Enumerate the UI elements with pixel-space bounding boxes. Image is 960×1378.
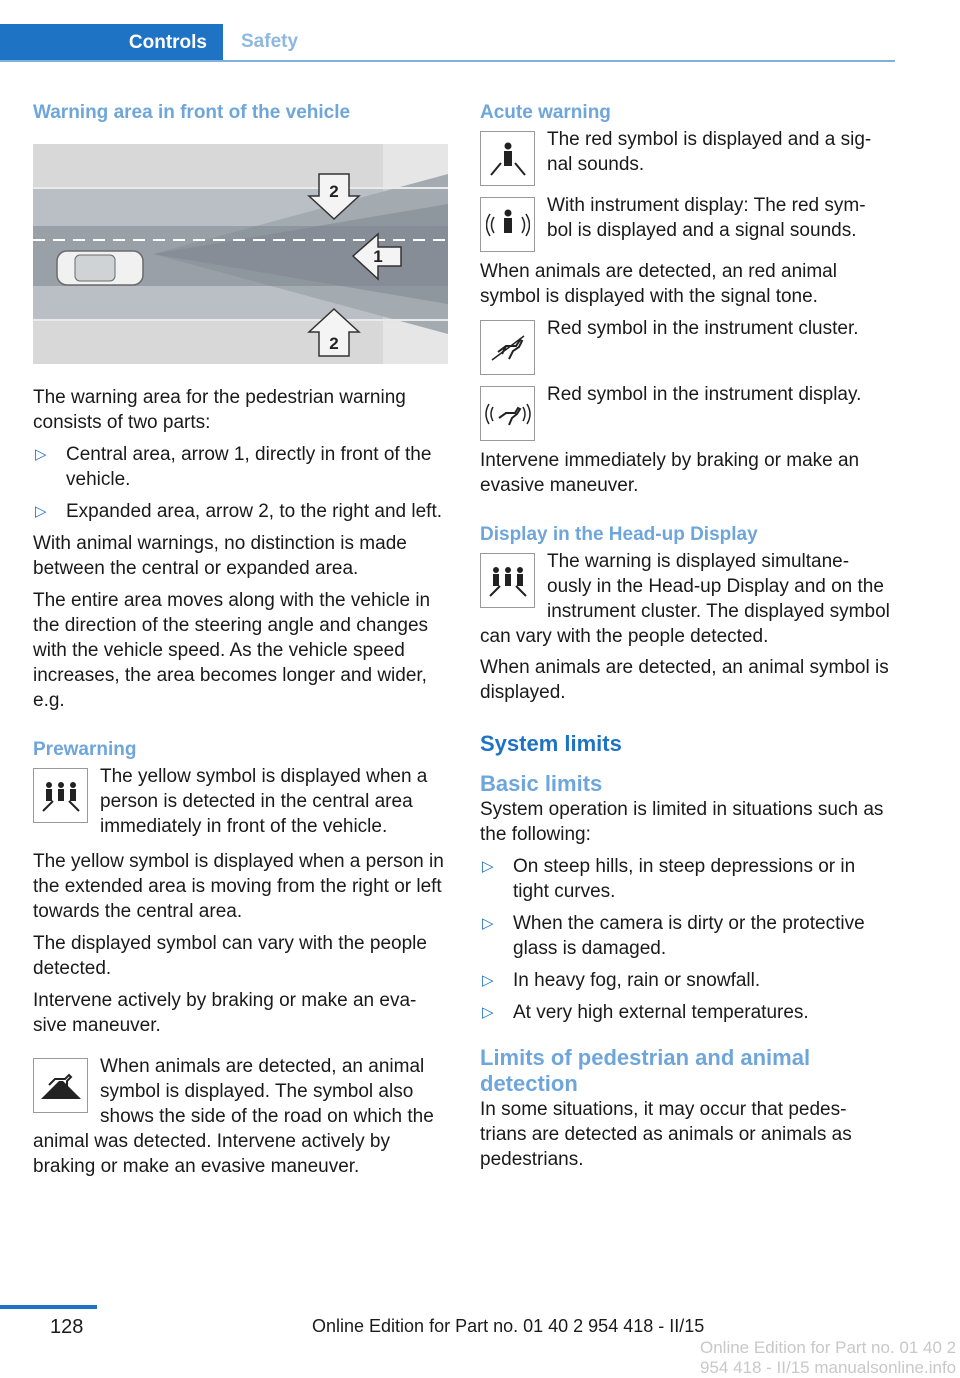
list-item: ▷ When the camera is dirty or the protective glass is damaged. bbox=[482, 913, 865, 959]
prewarning-symbol-row bbox=[33, 764, 448, 839]
triangle-bullet-icon: ▷ bbox=[482, 972, 494, 989]
entire-area-text: The entire area moves along with the vehicle in the direction of the steering angle and changes with the vehicle speed. As the vehicle speed increases, the area becomes longer and wider, e.g. bbox=[33, 590, 431, 711]
list-item: ▷ In heavy fog, rain or snowfall. bbox=[482, 970, 761, 991]
instrument-symbol-row bbox=[480, 193, 890, 249]
cluster-symbol-text: Red symbol in the instrument cluster. bbox=[547, 318, 859, 339]
triangle-bullet-icon: ▷ bbox=[35, 503, 47, 520]
animal-symbol-text: When animals are detected, an animal symbol is displayed. The symbol also shows the side of the road on which the animal was detected. Intervene actively by braking or make an evasive maneuver. bbox=[33, 1056, 434, 1177]
instrument-symbol-text: With instrument display: The red sym‐bol is displayed and a signal sounds. bbox=[547, 195, 866, 241]
cluster-symbol-row bbox=[480, 316, 890, 372]
hud-symbol-text: The warning is displayed simultane‐ously in the Head-up Display and on the instrument cluster. The displayed symbol can vary with the people detected. bbox=[480, 551, 890, 647]
display-symbol-text: Red symbol in the instrument display. bbox=[547, 384, 862, 405]
pedestrian-sound-icon bbox=[480, 197, 535, 252]
hud-symbol-row bbox=[480, 549, 890, 649]
intro-text: The warning area for the pedestrian warning consists of two parts: bbox=[33, 387, 406, 433]
basic-limits-text: System operation is limited in situations such as the following: bbox=[480, 799, 884, 845]
deer-sound-icon bbox=[480, 386, 535, 441]
list-item: ▷ Expanded area, arrow 2, to the right and left. bbox=[35, 501, 443, 522]
warning-area-diagram bbox=[33, 144, 448, 364]
triangle-bullet-icon: ▷ bbox=[482, 915, 494, 932]
list-item: ▷ Central area, arrow 1, directly in front of the vehicle. bbox=[35, 444, 432, 490]
pedestrians-hud-icon bbox=[480, 553, 535, 608]
heading-system-limits: System limits bbox=[480, 731, 622, 756]
intervene-now-text: Intervene immediately by braking or make an evasive maneuver. bbox=[480, 450, 860, 496]
heading-detection-limits: Limits of pedestrian and animal detection bbox=[480, 1045, 811, 1096]
pedestrians-yellow-icon bbox=[33, 768, 88, 823]
acute-symbol-text: The red symbol is displayed and a sig‐nal sounds. bbox=[547, 129, 872, 175]
list-item: ▷ At very high external temperatures. bbox=[482, 1002, 809, 1023]
limits-bullets bbox=[480, 854, 890, 1025]
symbol-vary-text: The displayed symbol can vary with the people detected. bbox=[33, 933, 427, 979]
footer-rule bbox=[0, 1305, 97, 1309]
tab-controls[interactable]: Controls bbox=[0, 24, 223, 62]
heading-basic-limits: Basic limits bbox=[480, 771, 603, 796]
arrow-1-label: 1 bbox=[373, 247, 383, 266]
pedestrian-red-icon bbox=[480, 131, 535, 186]
intervene-actively-text: Intervene actively by braking or make an eva‐sive maneuver. bbox=[33, 990, 417, 1036]
left-column bbox=[33, 100, 448, 1189]
triangle-bullet-icon: ▷ bbox=[35, 446, 47, 463]
animals-red-text: When animals are detected, an red animal symbol is displayed with the signal tone. bbox=[480, 261, 837, 307]
area-bullets bbox=[33, 442, 448, 524]
animal-road-icon bbox=[33, 1058, 88, 1113]
detection-limits-text: In some situations, it may occur that pedes‐trians are detected as animals or animals as pedestrians. bbox=[480, 1099, 852, 1170]
watermark: Online Edition for Part no. 01 40 2 954 418 - II/15 manualsonline.info bbox=[700, 1338, 957, 1377]
edition-text: Online Edition for Part no. 01 40 2 954 418 - II/15 bbox=[312, 1316, 705, 1336]
tab-safety[interactable]: Safety bbox=[241, 31, 299, 52]
right-column bbox=[480, 100, 890, 1179]
animal-distinction-text: With animal warnings, no distinction is made between the central or expanded area. bbox=[33, 533, 407, 579]
display-symbol-row bbox=[480, 382, 890, 438]
hud-animals-text: When animals are detected, an animal symbol is displayed. bbox=[480, 657, 889, 703]
extended-area-text: The yellow symbol is displayed when a person in the extended area is moving from the right or left towards the central area. bbox=[33, 851, 444, 922]
triangle-bullet-icon: ▷ bbox=[482, 858, 494, 875]
heading-prewarning: Prewarning bbox=[33, 739, 137, 760]
page-header bbox=[0, 24, 895, 61]
arrow-2-bottom-label: 2 bbox=[329, 334, 339, 353]
deer-red-icon bbox=[480, 320, 535, 375]
header-rule bbox=[0, 60, 895, 62]
car-icon bbox=[57, 251, 143, 285]
heading-acute-warning: Acute warning bbox=[480, 102, 611, 123]
triangle-bullet-icon: ▷ bbox=[482, 1004, 494, 1021]
acute-symbol-row bbox=[480, 127, 890, 183]
prewarning-symbol-text: The yellow symbol is displayed when a person is detected in the central area immediately in front of the vehicle. bbox=[100, 766, 428, 837]
animal-symbol-row bbox=[33, 1054, 448, 1179]
page-number: 128 bbox=[50, 1316, 84, 1338]
heading-warning-area: Warning area in front of the vehicle bbox=[33, 102, 351, 123]
heading-hud: Display in the Head-up Display bbox=[480, 524, 758, 545]
list-item: ▷ On steep hills, in steep depressions or in tight curves. bbox=[482, 856, 856, 902]
arrow-2-top-label: 2 bbox=[329, 182, 339, 201]
